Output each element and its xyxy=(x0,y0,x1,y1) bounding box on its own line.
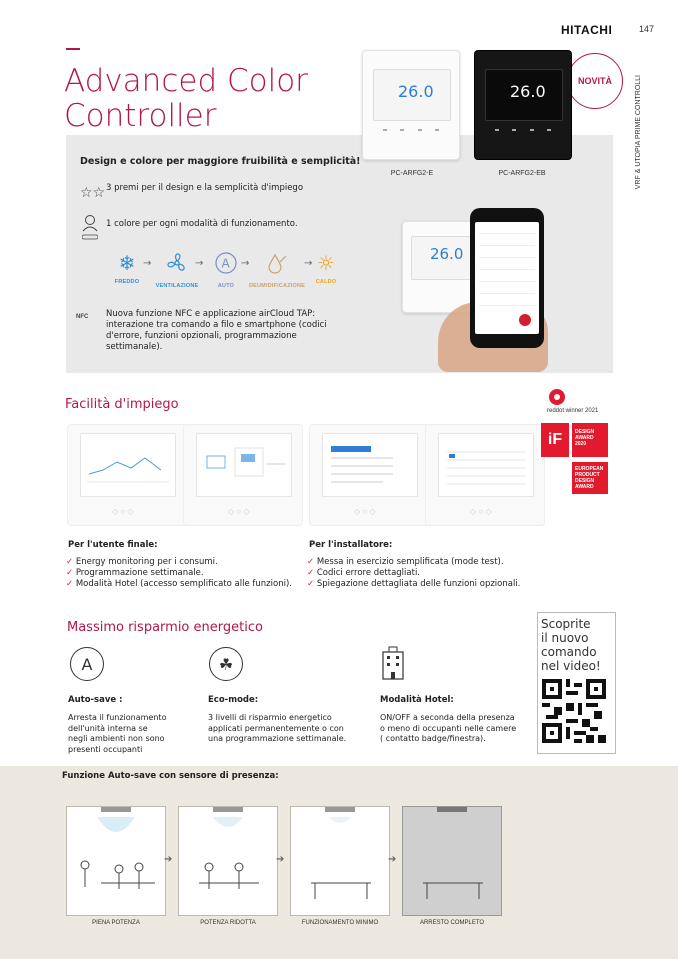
arrow-icon: ➔ xyxy=(388,854,397,865)
list-item: ✓ Codici errore dettagliati. xyxy=(307,568,421,578)
fan-icon xyxy=(154,252,200,278)
video-text: Scoprite il nuovo comando nel video! xyxy=(541,617,601,673)
section-title-saving: Massimo risparmio energetico xyxy=(67,620,263,635)
mode-cool: ❄ FREDDO xyxy=(104,252,150,285)
stars-icon: ☆☆ xyxy=(80,185,106,201)
hitachi-logo: HITACHI xyxy=(561,23,613,37)
auto-save-block: Auto-save : Arresta il funzionamento dell'unità interna se negli ambienti non sono presenti occupanti xyxy=(68,695,167,754)
room-caption: ARRESTO COMPLETO xyxy=(419,920,485,926)
room-off xyxy=(402,806,502,916)
title-line-2: Controller xyxy=(64,98,217,134)
feature-point: 1 colore per ogni modalità di funzionamento. xyxy=(106,219,298,229)
mode-fan: VENTILAZIONE xyxy=(154,252,200,289)
list-item: ✓ Modalità Hotel (accesso semplificato alle funzioni). xyxy=(66,579,292,589)
page-number: 147 xyxy=(639,24,655,34)
if-logo: iF xyxy=(541,423,569,457)
screen-function-list: ◇ ○ ◇ xyxy=(310,425,428,525)
screen-schedule: ◇ ○ ◇ xyxy=(184,425,302,525)
room-reduced-power xyxy=(178,806,278,916)
arrow-icon: ➔ xyxy=(164,854,173,865)
room-caption: PIENA POTENZA xyxy=(92,920,140,926)
section-title-ease: Facilità d'impiego xyxy=(65,397,179,412)
title-dash xyxy=(66,48,80,50)
reddot-logo xyxy=(548,388,566,410)
arrow-icon: → xyxy=(304,258,313,269)
controller-screen xyxy=(373,69,451,121)
user-heading: Per l'utente finale: xyxy=(68,540,158,550)
controller-black xyxy=(474,50,572,160)
user-list xyxy=(66,557,306,590)
sun-icon: ☼ xyxy=(317,251,335,275)
user-icon xyxy=(82,214,98,244)
room-caption: POTENZA RIDOTTA xyxy=(200,920,256,926)
eco-mode-block: Eco-mode: 3 livelli di risparmio energetico applicati permanentemente o con una programmazione settimanale. xyxy=(208,695,347,743)
room-minimum xyxy=(290,806,390,916)
mode-heat: ☼ CALDO xyxy=(303,252,349,285)
novita-badge: NOVITÀ xyxy=(567,53,623,109)
temp-readout: 26.0 xyxy=(430,245,464,263)
page-title xyxy=(64,64,364,134)
auto-save-title: Funzione Auto-save con sensore di presenza: xyxy=(62,771,279,781)
controller-screen xyxy=(485,69,563,121)
controller-keys xyxy=(383,129,439,137)
drop-icon xyxy=(248,252,306,278)
list-item: ✓ Programmazione settimanale. xyxy=(66,568,204,578)
installer-heading: Per l'installatore: xyxy=(309,540,393,550)
list-item: ✓ Messa in esercizio semplificata (mode test). xyxy=(307,557,504,567)
arrow-icon: → xyxy=(241,258,250,269)
eco-leaf-icon: ☘ xyxy=(209,647,243,681)
nfc-icon: NFC xyxy=(76,314,89,320)
mode-dry: DEUMIDIFICAZIONE xyxy=(248,252,306,289)
feature-heading: Design e colore per maggiore fruibilità e semplicità! xyxy=(80,156,361,167)
smartphone-image xyxy=(470,208,544,348)
arrow-icon: → xyxy=(195,258,204,269)
qr-code-icon[interactable] xyxy=(542,679,606,743)
room-caption: FUNZIONAMENTO MINIMO xyxy=(301,920,379,926)
controller-white xyxy=(362,50,460,160)
controller-caption: PC-ARFG2-EB xyxy=(498,170,546,177)
room-full-power xyxy=(66,806,166,916)
feature-point: 3 premi per il design e la semplicità d'impiego xyxy=(106,183,304,193)
controller-screen xyxy=(411,236,471,280)
controller-caption: PC-ARFG2-E xyxy=(390,170,434,177)
screen-energy-monitoring: ◇ ○ ◇ xyxy=(68,425,186,525)
svg-text:A: A xyxy=(221,256,230,271)
arrow-icon: → xyxy=(143,258,152,269)
list-item: ✓ Energy monitoring per i consumi. xyxy=(66,557,218,567)
temp-readout: 26.0 xyxy=(510,82,546,101)
mode-auto: A AUTO xyxy=(203,252,249,289)
reddot-label: reddot winner 2021 xyxy=(547,408,599,414)
video-qr-box[interactable] xyxy=(537,612,616,754)
phone-screen xyxy=(475,222,539,334)
controller-keys xyxy=(495,129,551,137)
hotel-mode-block: Modalità Hotel: ON/OFF a seconda della presenza o meno di occupanti nelle camere ( contatto badge/finestra). xyxy=(380,695,517,743)
temp-readout: 26.0 xyxy=(398,82,434,101)
epda-logo: EUROPEAN PRODUCT DESIGN AWARD xyxy=(572,462,608,494)
snowflake-icon: ❄ xyxy=(118,251,136,275)
controller-white-small xyxy=(402,221,480,313)
installer-list xyxy=(307,557,547,590)
arrow-icon: ➔ xyxy=(276,854,285,865)
screen-timer-table: ◇ ○ ◇ xyxy=(426,425,544,525)
nfc-text: Nuova funzione NFC e applicazione airCloud TAP: interazione tra comando a filo e smartphone (codici d'errore, funzioni opzionali, programmazione settimanale). xyxy=(106,309,327,352)
building-icon xyxy=(381,646,405,684)
list-item: ✓ Spiegazione dettagliata delle funzioni opzionali. xyxy=(307,579,521,589)
title-line-1: Advanced Color xyxy=(64,63,308,99)
side-section-label: VRF & UTOPIA PRIME CONTROLLI xyxy=(635,75,642,190)
if-award-label: DESIGN AWARD 2020 xyxy=(572,423,608,457)
auto-save-icon: A xyxy=(70,647,104,681)
